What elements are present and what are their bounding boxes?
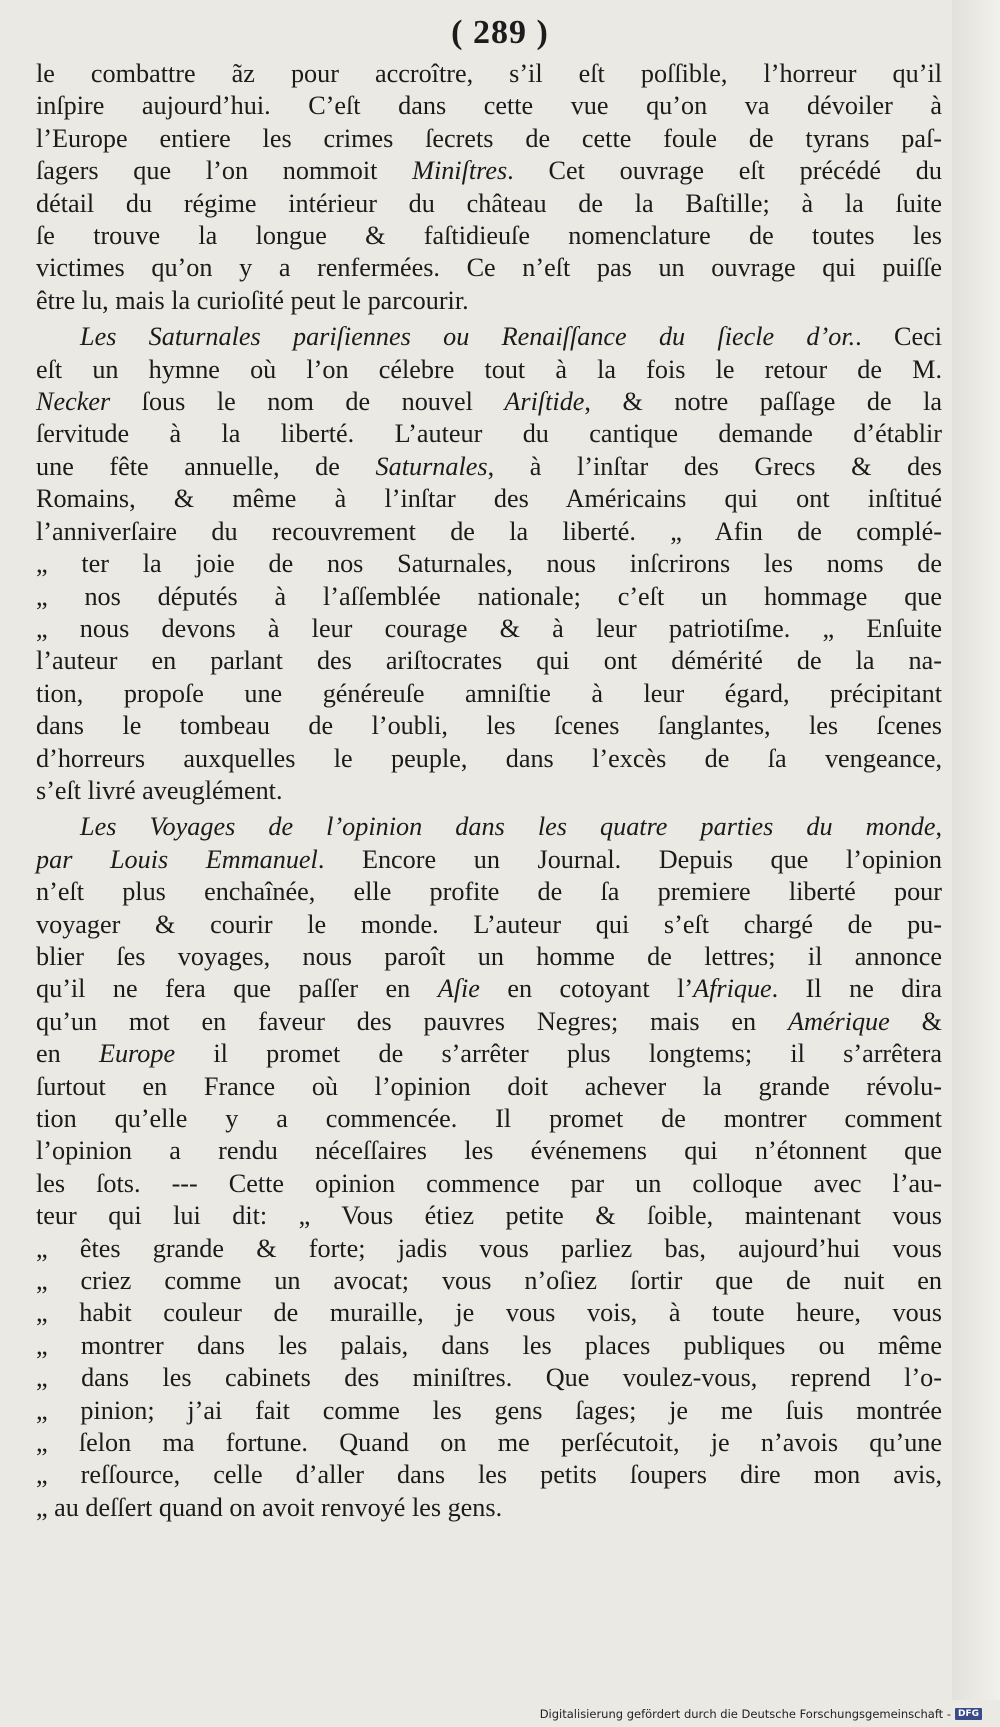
text-line: Les Saturnales pariſiennes ou Renaiſſance du ſiecle d’or.. Ceci [80,322,942,352]
text-line: teur qui lui dit: „ Vous étiez petite & ſoible, maintenant vous [36,1201,942,1231]
text-line: le combattre ãz pour accroître, s’il eſt poſſible, l’horreur qu’il [36,59,942,88]
text-line: ſervitude à la liberté. L’auteur du cantique demande d’établir [36,419,942,449]
text-line: „ habit couleur de muraille, je vous vois, à toute heure, vous [36,1298,942,1328]
text-line: ſe trouve la longue & faſtidieuſe nomenclature de toutes les [36,221,942,251]
footer-credit-text: Digitalisierung gefördert durch die Deutsche Forschungsgemeinschaft - [539,1707,951,1721]
page-edge [952,0,1000,1700]
text-line: détail du régime intérieur du château de la Baſtille; à la ſuite [36,188,942,218]
text-line: blier ſes voyages, nous paroît un homme de lettres; il annonce [36,941,942,971]
text-line: „ ſelon ma fortune. Quand on me perſécutoit, je n’avois qu’une [36,1428,942,1458]
paragraph-1 [36,58,942,317]
text-line: „ reſſource, celle d’aller dans les petits ſoupers dire mon avis, [36,1460,942,1490]
text-line: „ dans les cabinets des miniſtres. Que voulez-vous, reprend l’o- [36,1363,942,1393]
text-line: l’anniverſaire du recouvrement de la liberté. „ Afin de complé- [36,516,942,546]
text-line: voyager & courir le monde. L’auteur qui s’eſt chargé de pu- [36,909,942,939]
text-line: l’auteur en parlant des ariſtocrates qui ont démérité de la na- [36,646,942,676]
text-line: „ au deſſert quand on avoit renvoyé les gens. [36,1492,503,1522]
text-line: „ ter la joie de nos Saturnales, nous inſcrirons les noms de [36,549,942,579]
footer-credit [540,1707,982,1721]
text-line: „ nous devons à leur courage & à leur patriotiſme. „ Enſuite [36,613,942,643]
text-line: Les Voyages de l’opinion dans les quatre parties du monde, [80,812,942,842]
paragraph-2 [36,321,942,807]
text-line: ſagers que l’on nommoit Miniſtres. Cet ouvrage eſt précédé du [36,156,942,186]
text-line: s’eſt livré aveuglément. [36,775,283,805]
body-text [36,58,942,1528]
text-line: dans le tombeau de l’oubli, les ſcenes ſanglantes, les ſcenes [36,711,942,741]
text-line: par Louis Emmanuel. Encore un Journal. Depuis que l’opinion [36,844,942,874]
text-line: n’eſt plus enchaînée, elle profite de ſa premiere liberté pour [36,877,942,907]
text-line: en Europe il promet de s’arrêter plus longtems; il s’arrêtera [36,1039,943,1069]
text-line: une fête annuelle, de Saturnales, à l’inſtar des Grecs & des [36,451,942,481]
text-line: d’horreurs auxquelles le peuple, dans l’excès de ſa vengeance, [36,743,942,773]
text-line: ſurtout en France où l’opinion doit achever la grande révolu- [36,1071,942,1101]
text-line: „ criez comme un avocat; vous n’oſiez ſortir que de nuit en [36,1266,942,1296]
dfg-logo: DFG [955,1708,982,1720]
paragraph-3 [36,811,942,1524]
text-line: l’opinion a rendu néceſſaires les événemens qui n’étonnent que [36,1136,942,1166]
text-line: qu’un mot en faveur des pauvres Negres; mais en Amérique & [36,1006,942,1036]
text-line: Romains, & même à l’inſtar des Américains qui ont inſtitué [36,484,942,514]
text-line: „ pinion; j’ai fait comme les gens ſages; je me ſuis montrée [36,1395,942,1425]
text-line: les ſots. --- Cette opinion commence par un colloque avec l’au- [36,1168,942,1198]
text-line: „ montrer dans les palais, dans les places publiques ou même [36,1330,942,1360]
text-line: „ nos députés à l’aſſemblée nationale; c’eſt un hommage que [36,581,942,611]
text-line: tion qu’elle y a commencée. Il promet de montrer comment [36,1104,942,1133]
page-number: ( 289 ) [451,14,549,51]
text-line: Necker ſous le nom de nouvel Ariſtide, & notre paſſage de la [36,387,942,417]
text-line: „ êtes grande & forte; jadis vous parliez bas, aujourd’hui vous [36,1233,942,1263]
text-line: eſt un hymne où l’on célebre tout à la fois le retour de M. [36,354,942,384]
text-line: être lu, mais la curioſité peut le parcourir. [36,285,469,315]
text-line: tion, propoſe une généreuſe amniſtie à leur égard, précipitant [36,678,942,708]
text-line: victimes qu’on y a renfermées. Ce n’eſt pas un ouvrage qui puiſſe [36,253,942,283]
text-line: inſpire aujourd’hui. C’eſt dans cette vue qu’on va dévoiler à [36,91,942,121]
text-line: qu’il ne fera que paſſer en Aſie en cotoyant l’Afrique. Il ne dira [36,974,942,1004]
text-line: l’Europe entiere les crimes ſecrets de cette foule de tyrans paſ- [36,123,942,153]
